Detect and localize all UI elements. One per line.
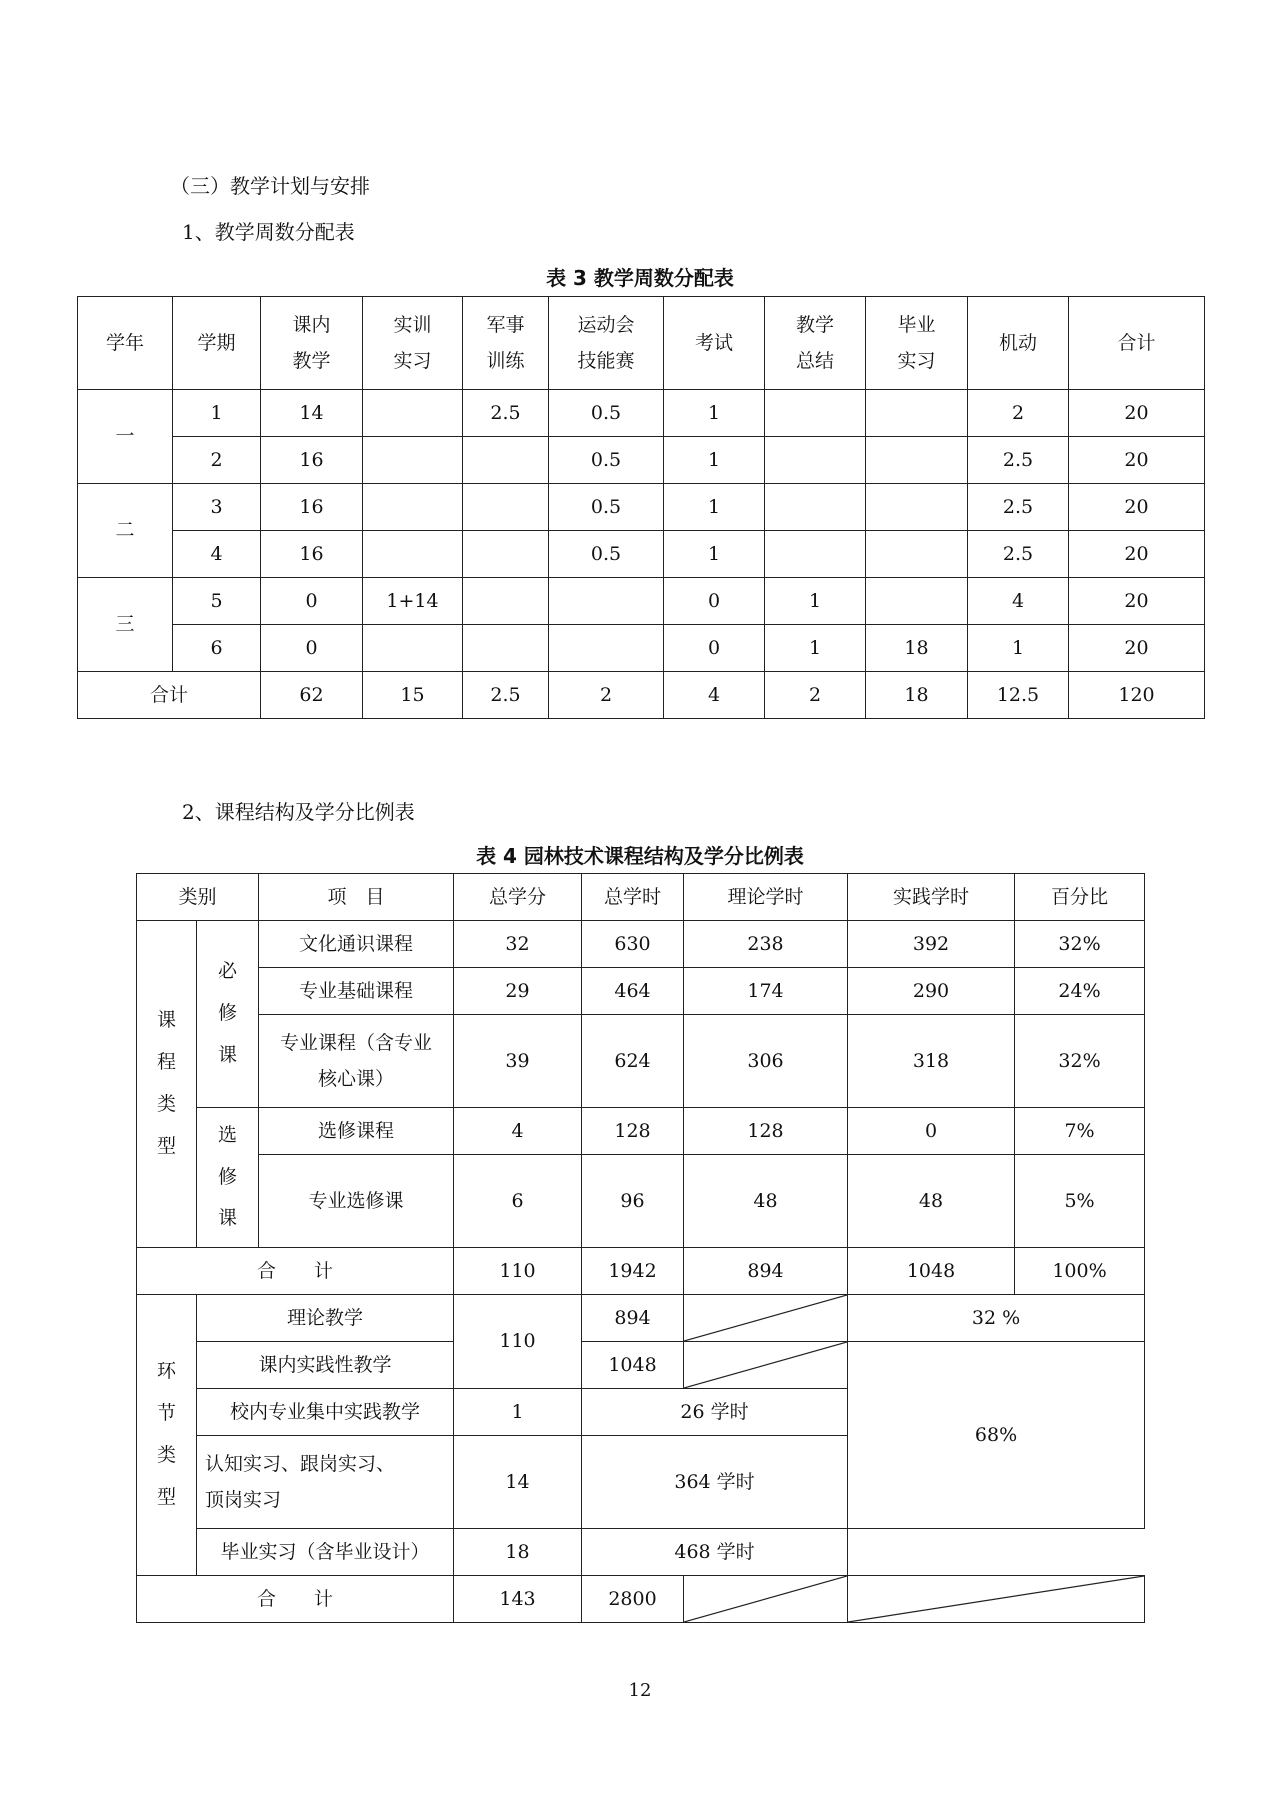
table-cell: 20 [1069,578,1205,625]
table4-header: 类别 [137,874,259,921]
table-cell: 文化通识课程 [259,921,454,968]
table-cell: 2.5 [968,484,1069,531]
table-cell: 120 [1069,672,1205,719]
table3-header: 运动会 技能赛 [549,297,664,390]
table-cell: 0.5 [549,484,664,531]
table-cell: 1 [664,531,765,578]
table-cell: 0 [261,578,363,625]
table-cell: 100% [1015,1248,1145,1295]
table-cell [363,625,463,672]
table-cell: 29 [454,968,582,1015]
table-cell: 20 [1069,484,1205,531]
table-cell: 毕业实习（含毕业设计） [197,1529,454,1576]
table-cell: 2.5 [968,531,1069,578]
table-cell: 6 [454,1155,582,1248]
table-cell: 468 学时 [582,1529,848,1576]
diagonal-slash [684,1576,847,1622]
table-cell: 48 [848,1155,1015,1248]
table-cell: 1 [454,1389,582,1436]
table4-header: 理论学时 [684,874,848,921]
table4-total-row [137,1576,1145,1623]
table3-header: 实训 实习 [363,297,463,390]
table-cell: 4 [664,672,765,719]
table-cell: 2 [173,437,261,484]
table-cell: 1 [664,484,765,531]
table-cell: 143 [454,1576,582,1623]
table-row [137,1295,1145,1342]
table-cell: 16 [261,484,363,531]
page-number: 12 [628,1680,652,1701]
table-cell: 1 [765,578,866,625]
table-row [78,484,1205,531]
table-cell: 1 [664,437,765,484]
table-cell: 62 [261,672,363,719]
total-label: 合 计 [137,1576,454,1623]
table-cell [549,625,664,672]
week-allocation-table [77,296,1205,719]
table4-header: 百分比 [1015,874,1145,921]
table-cell: 32 % [848,1295,1145,1342]
table-cell [866,390,968,437]
year-cell: 一 [78,390,173,484]
table-cell: 306 [684,1015,848,1108]
credit-structure-table [136,873,1145,1623]
table4-caption: 表 4 园林技术课程结构及学分比例表 [476,844,804,868]
table4-header-row [137,874,1145,921]
table-cell: 2 [549,672,664,719]
table-cell: 16 [261,437,363,484]
table-cell: 20 [1069,625,1205,672]
diagonal-slash [684,1342,847,1388]
table-cell: 1942 [582,1248,684,1295]
table-cell: 110 [454,1248,582,1295]
table-cell [866,531,968,578]
table-cell: 238 [684,921,848,968]
table3-caption: 表 3 教学周数分配表 [546,266,734,290]
table-row [78,625,1205,672]
table-cell: 630 [582,921,684,968]
table-cell: 32% [1015,1015,1145,1108]
table-cell: 2800 [582,1576,684,1623]
diagonal-slash [684,1295,847,1341]
table-cell [463,625,549,672]
table-cell: 2.5 [463,672,549,719]
table-cell: 24% [1015,968,1145,1015]
table-cell: 4 [454,1108,582,1155]
table-cell: 5% [1015,1155,1145,1248]
table-cell [866,437,968,484]
diagonal-cell [684,1342,848,1389]
table-cell [363,437,463,484]
table-cell: 0 [261,625,363,672]
course-type-label: 课 程 类 型 [137,921,197,1248]
table-row [78,437,1205,484]
table-row [78,531,1205,578]
table-cell: 894 [582,1295,684,1342]
table3-header: 教学 总结 [765,297,866,390]
subheading-credits: 2、课程结构及学分比例表 [182,800,415,824]
table-cell [765,531,866,578]
table-cell [866,484,968,531]
table-cell: 12.5 [968,672,1069,719]
table-cell: 16 [261,531,363,578]
table-cell [363,531,463,578]
table-cell: 6 [173,625,261,672]
table-cell: 464 [582,968,684,1015]
table-row [137,1155,1145,1248]
table3-header: 毕业 实习 [866,297,968,390]
table-cell: 14 [454,1436,582,1529]
table-cell [363,484,463,531]
table-cell: 128 [582,1108,684,1155]
table-cell [363,390,463,437]
table-cell: 0.5 [549,390,664,437]
table-cell: 1048 [582,1342,684,1389]
diagonal-slash [848,1576,1144,1622]
diagonal-cell [848,1576,1145,1623]
table3-header: 合计 [1069,297,1205,390]
table-cell: 318 [848,1015,1015,1108]
elective-label: 选 修 课 [197,1108,259,1248]
table-cell: 20 [1069,437,1205,484]
diagonal-cell [684,1576,848,1623]
table3-header: 学年 [78,297,173,390]
table-cell: 0 [848,1108,1015,1155]
table-cell [463,578,549,625]
table-cell: 认知实习、跟岗实习、 顶岗实习 [197,1436,454,1529]
table-cell: 14 [261,390,363,437]
table-cell: 课内实践性教学 [197,1342,454,1389]
table-cell: 32% [1015,921,1145,968]
table3-total-row [78,672,1205,719]
table-cell: 4 [173,531,261,578]
table-cell: 7% [1015,1108,1145,1155]
table-cell [765,437,866,484]
table-cell: 20 [1069,390,1205,437]
table-cell: 392 [848,921,1015,968]
table-cell: 0 [664,625,765,672]
table-cell [549,578,664,625]
table-cell: 32 [454,921,582,968]
table-cell: 0 [664,578,765,625]
total-label: 合计 [78,672,261,719]
table-cell: 0.5 [549,437,664,484]
table-cell: 364 学时 [582,1436,848,1529]
table-row [137,921,1145,968]
table3-header-row [78,297,1205,390]
table-cell: 1 [765,625,866,672]
table-cell: 3 [173,484,261,531]
year-cell: 二 [78,484,173,578]
table3-header: 课内 教学 [261,297,363,390]
table-row [137,1529,1145,1576]
table4-header: 总学分 [454,874,582,921]
table-cell: 18 [454,1529,582,1576]
table-row [78,390,1205,437]
table-row [137,1108,1145,1155]
table-cell [866,578,968,625]
table-cell: 2 [968,390,1069,437]
table-cell: 15 [363,672,463,719]
table-cell: 290 [848,968,1015,1015]
table-cell: 1+14 [363,578,463,625]
table4-subtotal-row [137,1248,1145,1295]
year-cell: 三 [78,578,173,672]
table4-header: 实践学时 [848,874,1015,921]
table-cell: 专业基础课程 [259,968,454,1015]
table-cell: 894 [684,1248,848,1295]
subtotal-label: 合 计 [137,1248,454,1295]
diagonal-cell [684,1295,848,1342]
section-heading: （三）教学计划与安排 [170,174,370,198]
table-row [137,968,1145,1015]
table-cell: 26 学时 [582,1389,848,1436]
table-cell: 1 [173,390,261,437]
table-cell: 20 [1069,531,1205,578]
table-cell: 专业课程（含专业 核心课） [259,1015,454,1108]
table-cell: 48 [684,1155,848,1248]
table-cell [463,484,549,531]
table-cell: 1 [664,390,765,437]
table-cell: 理论教学 [197,1295,454,1342]
table-cell: 68% [848,1342,1145,1529]
table-cell: 39 [454,1015,582,1108]
table-row [78,578,1205,625]
table-cell: 128 [684,1108,848,1155]
table-cell: 2 [765,672,866,719]
table3-header: 军事 训练 [463,297,549,390]
table3-header: 机动 [968,297,1069,390]
table4-header: 总学时 [582,874,684,921]
table-cell: 2.5 [463,390,549,437]
table-cell: 专业选修课 [259,1155,454,1248]
table-cell: 96 [582,1155,684,1248]
table-cell [463,437,549,484]
subheading-weeks: 1、教学周数分配表 [182,220,355,244]
table-cell [765,390,866,437]
table-cell: 0.5 [549,531,664,578]
table-cell: 18 [866,672,968,719]
required-label: 必 修 课 [197,921,259,1108]
link-type-label: 环 节 类 型 [137,1295,197,1576]
table-cell: 2.5 [968,437,1069,484]
table-cell: 校内专业集中实践教学 [197,1389,454,1436]
table-cell [463,531,549,578]
table-cell: 1048 [848,1248,1015,1295]
table-cell: 选修课程 [259,1108,454,1155]
table-cell: 174 [684,968,848,1015]
table4-header: 项 目 [259,874,454,921]
table3-header: 学期 [173,297,261,390]
table-cell: 5 [173,578,261,625]
table-cell: 4 [968,578,1069,625]
table-row [137,1342,1145,1389]
table-cell [765,484,866,531]
table-cell: 624 [582,1015,684,1108]
table3-header: 考试 [664,297,765,390]
table-cell: 18 [866,625,968,672]
table-cell: 1 [968,625,1069,672]
table-cell: 110 [454,1295,582,1389]
